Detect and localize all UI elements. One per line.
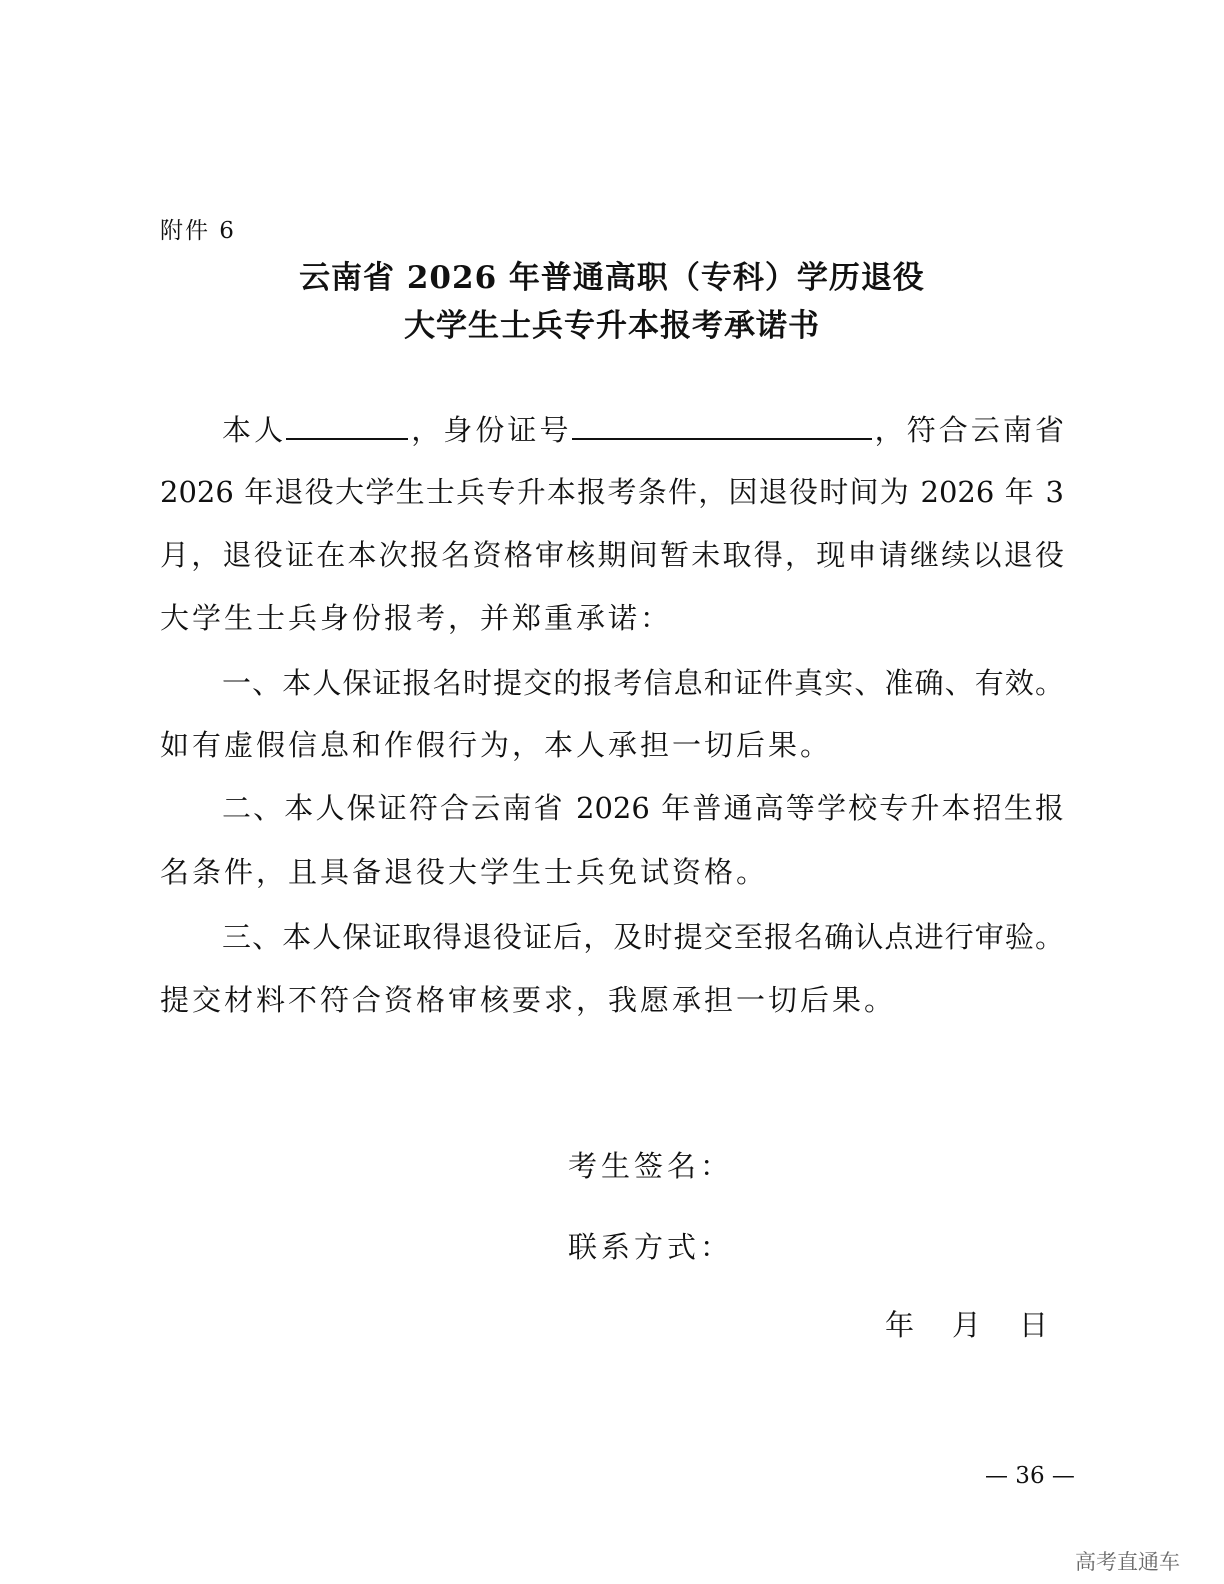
intro-line-2: 2026 年退役大学生士兵专升本报考条件，因退役时间为 2026 年 3 [160,475,1064,509]
candidate-signature-label: 考生签名： [568,1149,734,1183]
document-title-line-1: 云南省 2026 年普通高职（专科）学历退役 [299,260,925,296]
page-number: — 36 — [985,1463,1075,1489]
date-year: 年 [885,1308,915,1342]
watermark: 高考直通车 [1075,1551,1180,1574]
contact-info-label: 联系方式： [568,1230,734,1264]
date-day: 日 [1019,1308,1049,1342]
intro-line-4: 大学生士兵身份报考，并郑重承诺： [160,601,673,635]
document-title-line-2: 大学生士兵专升本报考承诺书 [404,308,820,344]
id-number-blank [572,408,872,440]
intro-line-1 [160,408,1064,448]
intro-suffix: ，符合云南省 [871,413,1064,447]
item-2-line-2: 名条件，且具备退役大学生士兵免试资格。 [160,855,769,889]
item-3-line-1: 三、本人保证取得退役证后，及时提交至报名确认点进行审验。 [222,920,1064,954]
attachment-label: 附件 6 [160,218,236,244]
item-2-line-1: 二、本人保证符合云南省 2026 年普通高等学校专升本招生报 [222,791,1064,825]
item-1-line-2: 如有虚假信息和作假行为，本人承担一切后果。 [160,728,833,762]
item-1-line-1: 一、本人保证报名时提交的报考信息和证件真实、准确、有效。 [222,666,1064,700]
date-month: 月 [952,1308,982,1342]
intro-prefix: 本人 [222,413,287,447]
name-blank [286,408,408,440]
intro-mid: ，身份证号 [408,413,572,447]
item-3-line-2: 提交材料不符合资格审核要求，我愿承担一切后果。 [160,983,897,1017]
intro-line-3: 月，退役证在本次报名资格审核期间暂未取得，现申请继续以退役 [160,538,1064,572]
date-line [885,1303,1048,1344]
